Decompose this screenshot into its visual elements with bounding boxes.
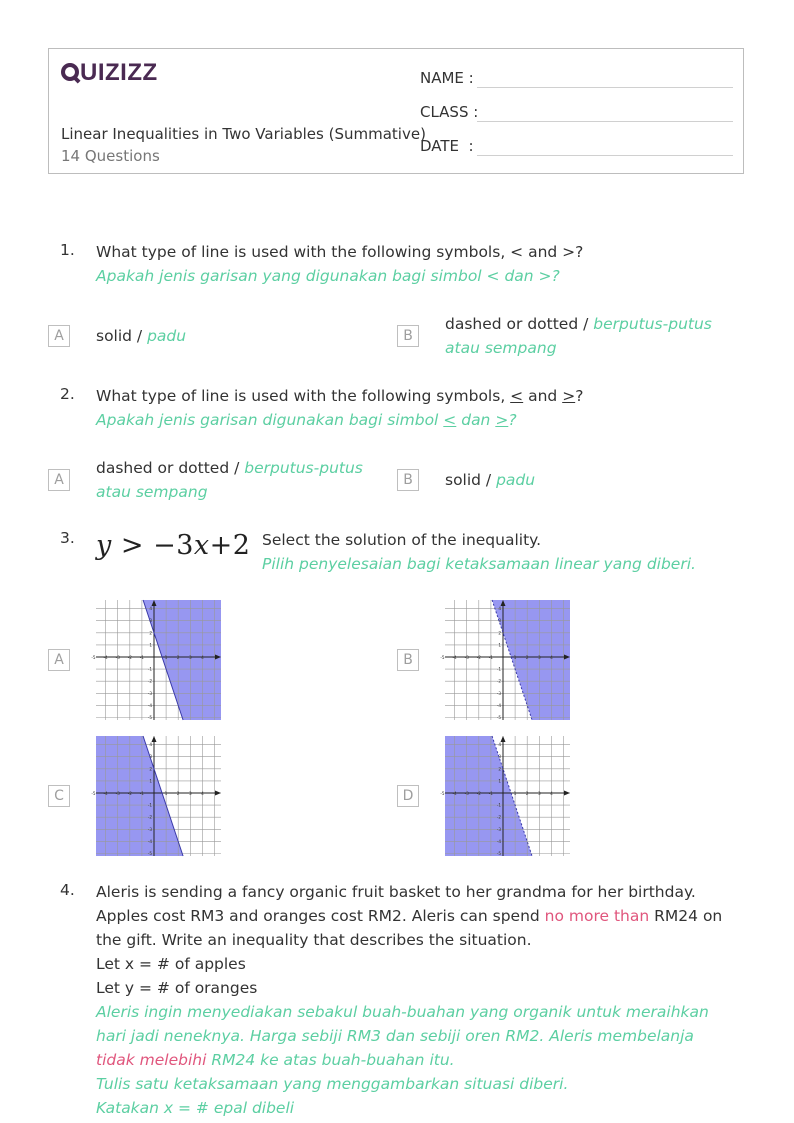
class-line: [477, 121, 733, 122]
q3-option-c-graph[interactable]: [91, 736, 221, 856]
x-tick-label: 3: [188, 655, 192, 660]
shaded-region: [143, 600, 221, 720]
q3-option-b-graph[interactable]: [440, 600, 570, 720]
x-tick-label: -4: [103, 655, 108, 660]
y-tick-label: 3: [498, 754, 501, 760]
shaded-region: [492, 600, 570, 720]
x-tick-label: 4: [201, 655, 204, 660]
y-tick-label: -4: [496, 702, 501, 708]
y-tick-label: 2: [498, 766, 501, 772]
name-label: NAME :: [420, 69, 474, 87]
y-tick-label: -2: [147, 814, 152, 820]
x-tick-label: -2: [476, 655, 481, 660]
q3-option-a-box[interactable]: A: [48, 649, 70, 671]
y-tick-label: -3: [496, 690, 501, 696]
y-tick-label: -3: [147, 826, 152, 832]
y-tick-label: -2: [147, 678, 152, 684]
x-tick-label: -3: [464, 655, 469, 660]
shaded-region: [445, 736, 532, 856]
q3-option-d-graph[interactable]: [440, 736, 570, 856]
q4-let-x: Let x = # of apples: [96, 955, 246, 973]
q2-number: 2.: [60, 385, 75, 403]
x-tick-label: 1: [164, 655, 168, 660]
x-tick-label: -5: [440, 655, 445, 660]
y-tick-label: 1: [149, 642, 152, 648]
x-tick-label: -3: [115, 791, 120, 796]
q4-let-y: Let y = # of oranges: [96, 979, 258, 997]
q2-option-b[interactable]: solid / padu: [445, 471, 536, 489]
x-tick-label: 2: [525, 655, 529, 660]
q3-number: 3.: [60, 529, 75, 547]
y-tick-label: -3: [147, 690, 152, 696]
x-tick-label: -1: [139, 791, 144, 796]
shaded-region: [96, 736, 183, 856]
q1-number: 1.: [60, 241, 75, 259]
class-label: CLASS :: [420, 103, 479, 121]
question-count: 14 Questions: [61, 147, 160, 165]
x-tick-label: -3: [464, 791, 469, 796]
x-tick-label: 3: [188, 791, 192, 796]
y-tick-label: 2: [149, 766, 152, 772]
y-tick-label: 1: [149, 778, 152, 784]
worksheet-title: Linear Inequalities in Two Variables (Summative): [61, 125, 426, 143]
date-field[interactable]: [420, 137, 474, 155]
x-tick-label: -1: [488, 791, 493, 796]
y-tick-label: -1: [496, 802, 501, 808]
x-tick-label: 4: [550, 655, 553, 660]
q1-english: What type of line is used with the following symbols, < and >?: [96, 243, 584, 261]
x-tick-label: 3: [537, 791, 541, 796]
x-tick-label: -3: [115, 655, 120, 660]
y-tick-label: 1: [498, 778, 501, 784]
x-axis-arrow: [564, 791, 570, 796]
x-tick-label: -2: [127, 791, 132, 796]
class-field[interactable]: [420, 103, 478, 121]
worksheet-header: [48, 48, 744, 174]
q3-option-a-graph[interactable]: [91, 600, 221, 720]
y-tick-label: 4: [149, 742, 152, 748]
q4-malay-let-x: Katakan x = # epal dibeli: [96, 1099, 295, 1117]
q3-malay: Pilih penyelesaian bagi ketaksamaan linear yang diberi.: [262, 555, 696, 573]
date-label: DATE :: [420, 137, 474, 155]
x-tick-label: -2: [476, 791, 481, 796]
q4-malay-task: Tulis satu ketaksamaan yang menggambarkan situasi diberi.: [96, 1075, 569, 1093]
y-tick-label: -5: [496, 851, 501, 856]
y-tick-label: -4: [496, 838, 501, 844]
q1-option-a-box[interactable]: A: [48, 325, 70, 347]
y-tick-label: 4: [149, 606, 152, 612]
y-tick-label: -5: [147, 715, 152, 720]
y-tick-label: 1: [498, 642, 501, 648]
x-tick-label: 4: [550, 791, 553, 796]
q4-malay: Aleris ingin menyediakan sebakul buah-buahan yang organik untuk meraihkan hari jadi neneknya. Harga sebiji RM3 dan sebiji oren RM2. Aleris membelanja tidak melebihi RM24 ke atas buah-buahan itu.: [96, 1003, 709, 1069]
q3-option-c-box[interactable]: C: [48, 785, 70, 807]
x-tick-label: 3: [537, 655, 541, 660]
q1-option-a[interactable]: solid / padu: [96, 327, 187, 345]
q3-text: [262, 528, 742, 576]
q1-text: [96, 240, 736, 288]
q4-number: 4.: [60, 881, 75, 899]
name-field[interactable]: [420, 69, 474, 87]
q4-text: [96, 880, 736, 1120]
y-tick-label: 2: [498, 630, 501, 636]
x-tick-label: 2: [176, 791, 180, 796]
q2-option-b-box[interactable]: B: [397, 469, 419, 491]
q3-option-d-box[interactable]: D: [397, 785, 419, 807]
x-tick-label: 1: [164, 791, 168, 796]
q2-option-a[interactable]: dashed or dotted / berputus-putus atau sempang: [96, 459, 363, 501]
y-axis-arrow: [152, 736, 157, 742]
q3-option-b-box[interactable]: B: [397, 649, 419, 671]
q1-option-b-box[interactable]: B: [397, 325, 419, 347]
x-tick-label: 1: [513, 655, 517, 660]
x-tick-label: -4: [103, 791, 108, 796]
x-tick-label: -4: [452, 791, 457, 796]
q4-english: Aleris is sending a fancy organic fruit basket to her grandma for her birthday. Apples cost RM3 and oranges cost RM2. Aleris can spend no more than RM24 on the gift. Write an inequality that describes the situation.: [96, 883, 723, 949]
q1-malay: Apakah jenis garisan yang digunakan bagi simbol < dan >?: [96, 267, 560, 285]
x-tick-label: -1: [488, 655, 493, 660]
x-tick-label: 4: [201, 791, 204, 796]
y-tick-label: -1: [496, 666, 501, 672]
y-tick-label: -4: [147, 838, 152, 844]
y-tick-label: 3: [149, 754, 152, 760]
x-tick-label: 2: [525, 791, 529, 796]
x-axis-arrow: [215, 791, 221, 796]
x-tick-label: 2: [176, 655, 180, 660]
y-tick-label: -2: [496, 678, 501, 684]
q2-option-a-box[interactable]: A: [48, 469, 70, 491]
q3-equation: y > −3x+2: [96, 530, 251, 561]
date-line: [477, 155, 733, 156]
y-tick-label: 3: [498, 618, 501, 624]
x-tick-label: -1: [139, 655, 144, 660]
y-tick-label: 3: [149, 618, 152, 624]
y-tick-label: -5: [147, 851, 152, 856]
y-tick-label: -3: [496, 826, 501, 832]
y-tick-label: 2: [149, 630, 152, 636]
y-tick-label: 4: [498, 606, 501, 612]
q2-malay: Apakah jenis garisan digunakan bagi simbol < dan >?: [96, 411, 517, 429]
y-tick-label: -2: [496, 814, 501, 820]
q3-english: Select the solution of the inequality.: [262, 531, 542, 549]
q2-english: What type of line is used with the following symbols, < and >?: [96, 387, 584, 405]
x-tick-label: -2: [127, 655, 132, 660]
y-tick-label: -1: [147, 802, 152, 808]
quizizz-logo: UIZIZZ: [61, 59, 158, 87]
name-line: [477, 87, 733, 88]
x-tick-label: -4: [452, 655, 457, 660]
x-tick-label: 1: [513, 791, 517, 796]
y-tick-label: -5: [496, 715, 501, 720]
q1-option-b[interactable]: dashed or dotted / berputus-putus atau sempang: [445, 315, 712, 357]
q2-text: [96, 384, 736, 432]
y-tick-label: -4: [147, 702, 152, 708]
y-tick-label: 4: [498, 742, 501, 748]
x-tick-label: -5: [440, 791, 445, 796]
y-tick-label: -1: [147, 666, 152, 672]
x-tick-label: -5: [91, 791, 96, 796]
x-tick-label: -5: [91, 655, 96, 660]
y-axis-arrow: [501, 736, 506, 742]
